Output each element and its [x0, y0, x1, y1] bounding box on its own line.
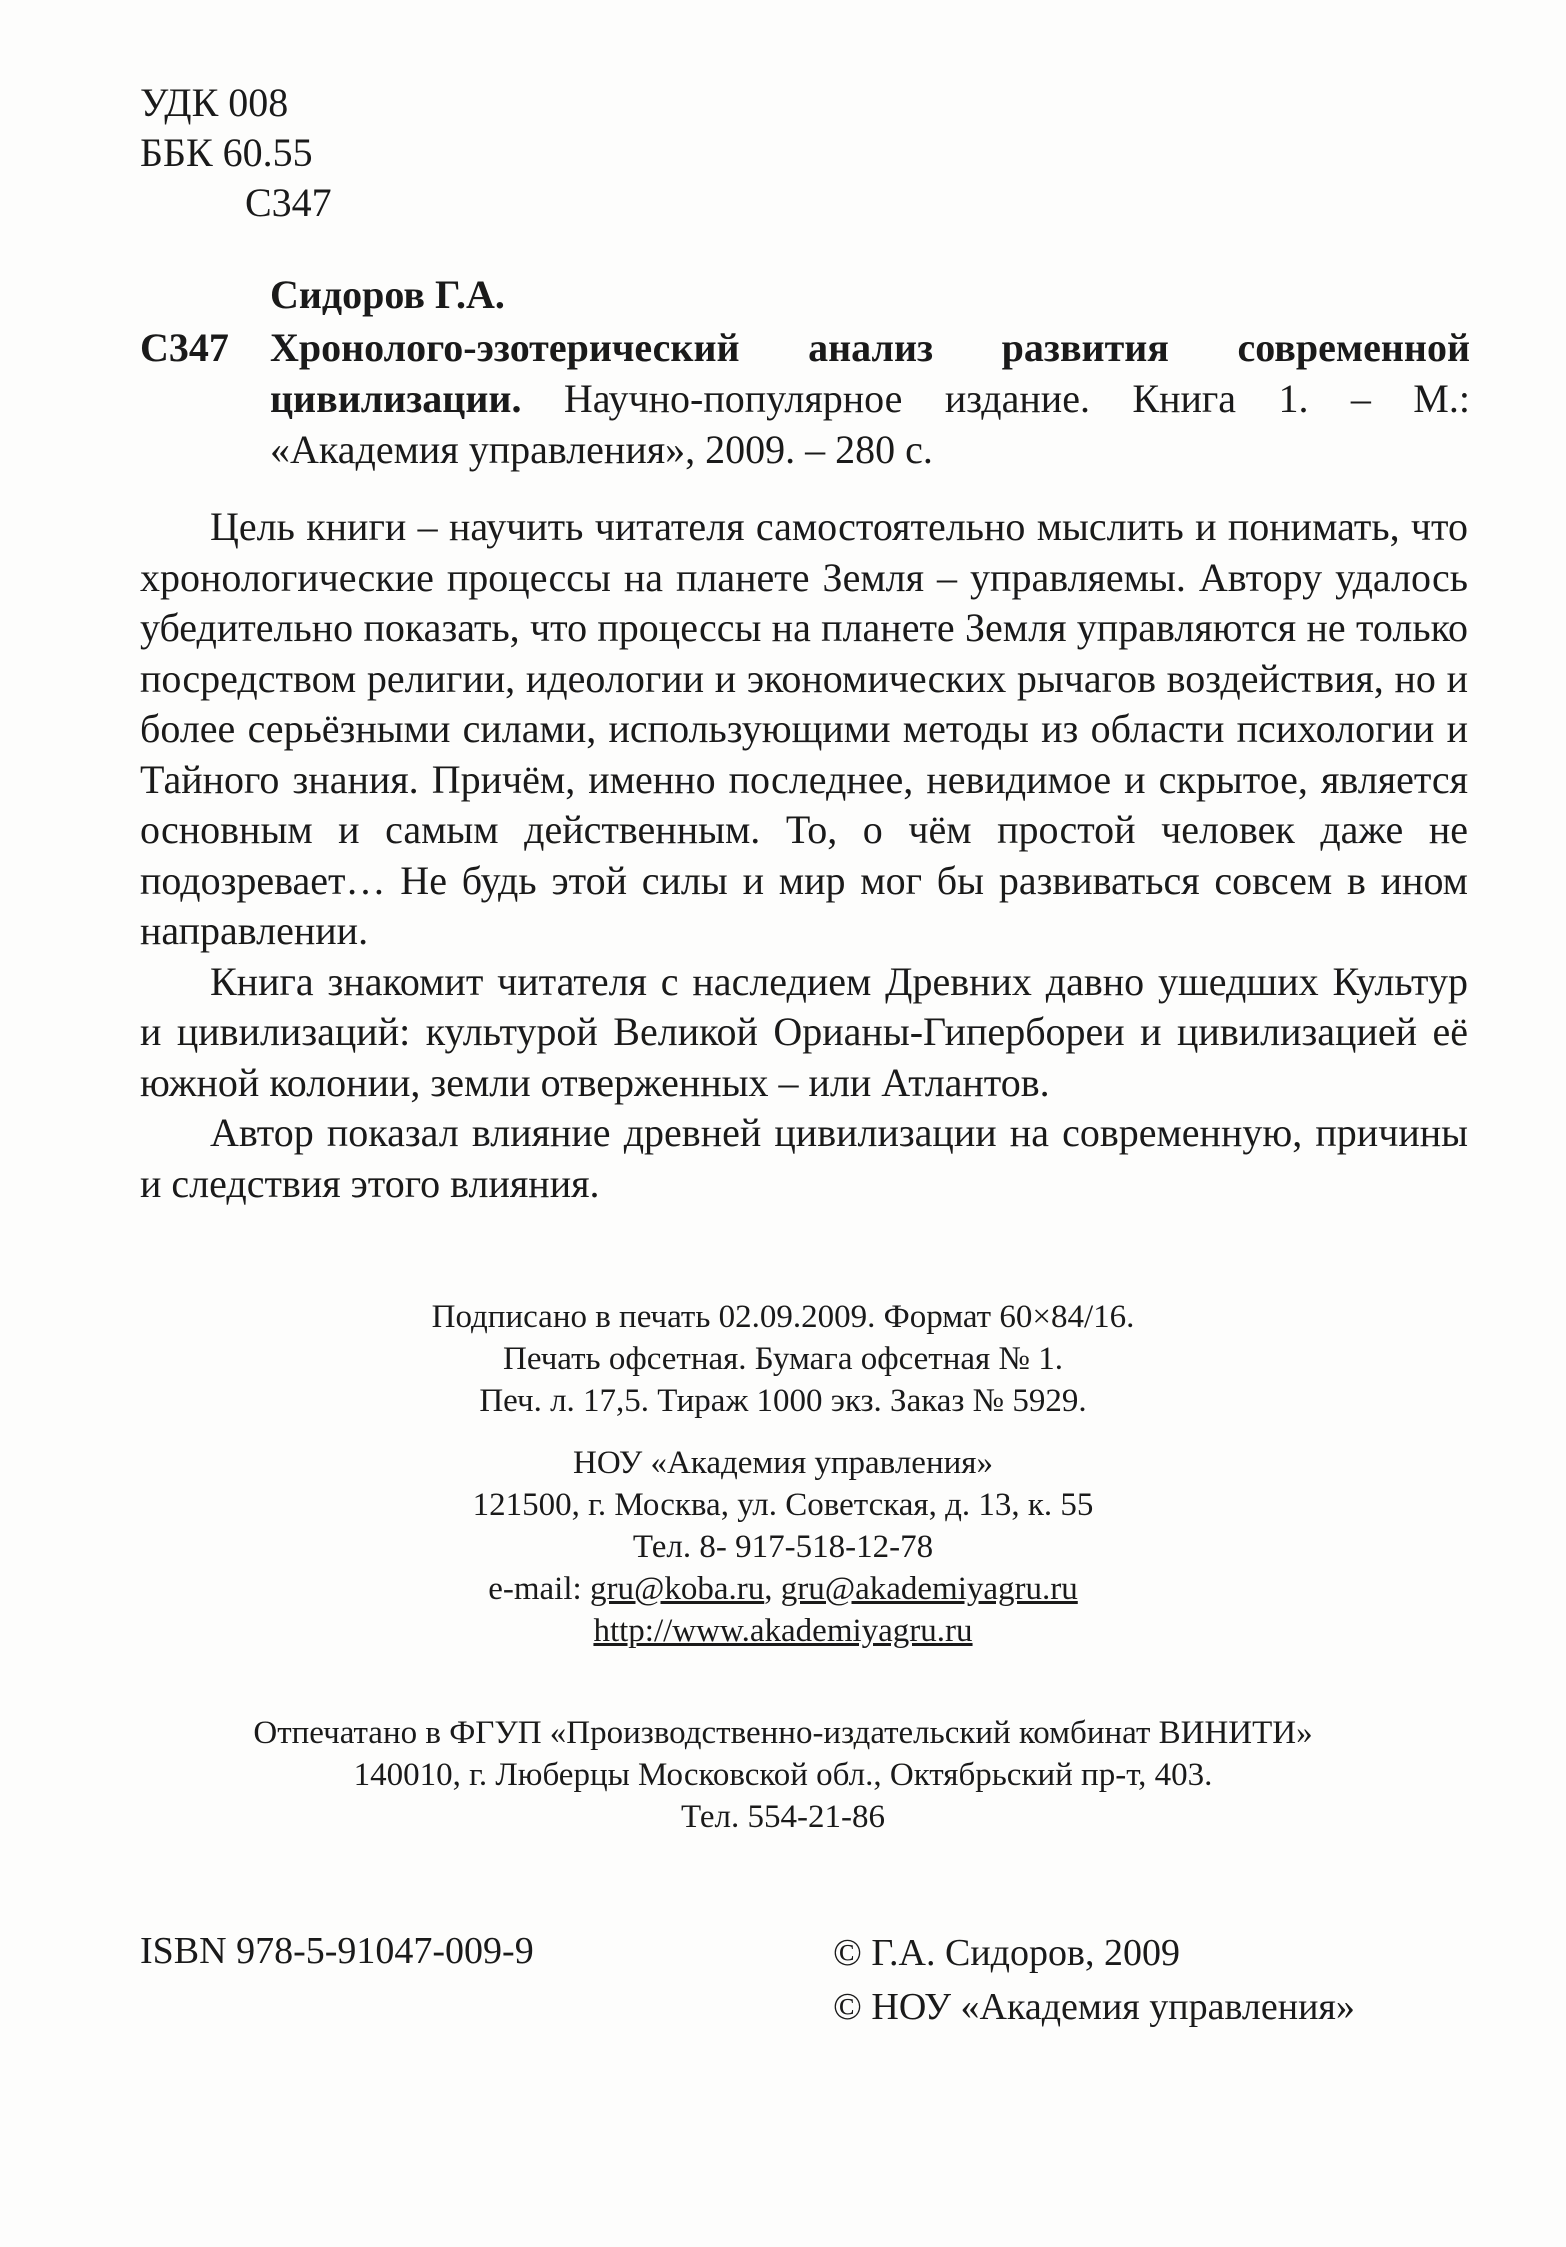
- bbk-code: ББК 60.55: [140, 130, 313, 175]
- book-title: Хронолого-эзотерический анализ развития современной цивилизации.: [270, 325, 1470, 421]
- bibliographic-record: [140, 322, 1470, 475]
- book-details: Научно-популярное издание. Книга 1. – М.: «Академия управления», 2009. – 280 с.: [270, 376, 1470, 472]
- author-mark: С347: [245, 180, 332, 225]
- email-label: e-mail:: [488, 1571, 590, 1607]
- email-link-2[interactable]: gru@akademiyagru.ru: [780, 1571, 1078, 1607]
- copyright-author: © Г.А. Сидоров, 2009: [833, 1932, 1180, 1974]
- print-run: Печ. л. 17,5. Тираж 1000 экз. Заказ № 5929.: [479, 1383, 1087, 1419]
- abstract-paragraph: Книга знакомит читателя с наследием Древних давно ушедших Культур и цивилизаций: культурой Великой Орианы-Гипербореи и цивилизацией её южной колонии, земли отверженных – или Атлантов.: [140, 958, 1468, 1105]
- record-code: С347: [140, 325, 229, 370]
- printer-address: 140010, г. Люберцы Московской обл., Октябрьский пр-т, 403.: [353, 1757, 1213, 1793]
- copyright-publisher: © НОУ «Академия управления»: [833, 1986, 1355, 2028]
- publisher-address: 121500, г. Москва, ул. Советская, д. 13, к. 55: [472, 1487, 1094, 1523]
- record-text: [270, 322, 1470, 475]
- printing-info: Печать офсетная. Бумага офсетная № 1.: [503, 1341, 1063, 1377]
- udk-code: УДК 008: [140, 80, 289, 125]
- printer-name: Отпечатано в ФГУП «Производственно-издательский комбинат ВИНИТИ»: [253, 1715, 1313, 1751]
- email-separator: ,: [764, 1571, 781, 1607]
- publisher-email: [0, 1568, 1566, 1610]
- publication-imprint: [0, 1296, 1566, 1652]
- publisher-phone: Тел. 8- 917-518-12-78: [632, 1529, 934, 1565]
- isbn: ISBN 978-5-91047-009-9: [140, 1930, 534, 1972]
- printer-info: [0, 1712, 1566, 1838]
- signed-to-print: Подписано в печать 02.09.2009. Формат 60×84/16.: [431, 1299, 1135, 1335]
- abstract: [140, 502, 1468, 1209]
- classification-codes: [140, 78, 332, 228]
- abstract-paragraph: Цель книги – научить читателя самостоятельно мыслить и понимать, что хронологические процессы на планете Земля – управляемы. Автору удалось убедительно показать, что процессы на планете Земля управляются не только посредством религии, идеологии и экономических рычагов воздействия, но и более серьёзными силами, использующими методы из области психологии и Тайного знания. Причём, именно последнее, невидимое и скрытое, является основным и самым действенным. То, о чём простой человек даже не подозревает… Не будь этой силы и мир мог бы развиваться совсем в ином направлении.: [140, 504, 1468, 953]
- email-link-1[interactable]: gru@koba.ru: [589, 1571, 765, 1607]
- author-name: Сидоров Г.А.: [270, 272, 505, 317]
- copyright-block: [833, 1926, 1355, 2034]
- abstract-paragraph: Автор показал влияние древней цивилизации на современную, причины и следствия этого влияния.: [140, 1110, 1468, 1206]
- website-link[interactable]: http://www.akademiyagru.ru: [593, 1613, 973, 1649]
- spacer: [0, 1422, 1566, 1442]
- publisher-name: НОУ «Академия управления»: [573, 1445, 993, 1481]
- printer-phone: Тел. 554-21-86: [681, 1799, 885, 1835]
